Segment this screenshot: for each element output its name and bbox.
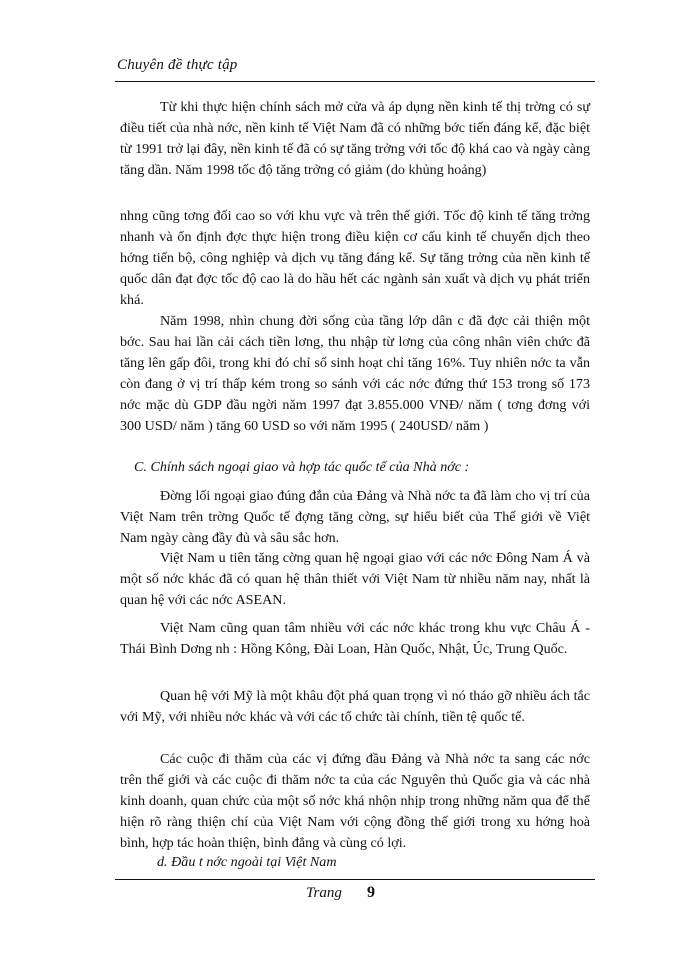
- page-label: Trang: [306, 885, 342, 901]
- paragraph-foreign-policy: Đờng lối ngoại giao đúng đắn của Đảng và Nhà nớc ta đã làm cho vị trí của Việt Nam trên trờng Quốc tế đợng tăng cờng, sự hiểu biết của Thế giới về Việt Nam ngày càng đầy đủ và sâu sắc hơn.: [120, 488, 590, 546]
- section-economy: [120, 97, 590, 181]
- section-foreign-policy-2: [120, 548, 590, 611]
- paragraph-economic-growth: Từ khi thực hiện chính sách mở cửa và áp dụng nền kinh tế thị trờng có sự điều tiết của nhà nớc, nền kinh tế Việt Nam đã có những bớc tiến đáng kể, đặc biệt từ 1991 trở lại đây, nền kinh tế đã có sự tăng trởng với tốc độ khá cao và ngày càng tăng dần. Năm 1998 tốc độ tăng trởng có giảm (do khủng hoảng): [120, 99, 590, 178]
- paragraph-living-standards: Năm 1998, nhìn chung đời sống của tầng lớp dân c đã đợc cải thiện một bớc. Sau hai lần cải cách tiền lơng, thu nhập từ lơng của công nhân viên chức đã tăng lên gấp đôi, trong khi đó chỉ số sinh hoạt chỉ tăng 16%. Tuy nhiên nớc ta vẫn còn đang ở vị trí thấp kém trong so sánh với các nớc đứng thứ 153 trong số 173 nớc mặc dù GDP đầu ngời năm 1997 đạt 3.855.000 VNĐ/ năm ( tơng đơng với 300 USD/ năm ) tăng 60 USD so với năm 1995 ( 240USD/ năm ): [120, 313, 590, 434]
- section-living-standards: [120, 311, 590, 437]
- heading-foreign-investment: d. Đầu t nớc ngoài tại Việt Nam: [157, 854, 337, 870]
- paragraph-state-visits: Các cuộc đi thăm của các vị đứng đầu Đảng và Nhà nớc ta sang các nớc trên thế giới và các cuộc đi thăm nớc ta của các Nguyên thủ Quốc gia và các nhà kinh doanh, quan chức của một số nớc khá nhộn nhịp trong những năm qua để thể hiện rõ ràng thiện chí của Việt Nam với cộng đồng thế giới trong xu hớng hoà bình, hợp tác hoàn thiện, bình đẳng và cùng có lợi.: [120, 751, 590, 851]
- paragraph-asia-pacific: Việt Nam cũng quan tâm nhiều với các nớc khác trong khu vực Châu Á - Thái Bình Dơng nh : Hồng Kông, Đài Loan, Hàn Quốc, Nhật, Úc, Trung Quốc.: [120, 620, 590, 657]
- paragraph-asean-relations: Việt Nam u tiên tăng cờng quan hệ ngoại giao với các nớc Đông Nam Á và một số nớc khác đã có quan hệ thân thiết với Việt Nam từ nhiều năm nay, nhất là quan hệ với các nớc ASEAN.: [120, 550, 590, 608]
- section-foreign-policy-4: [120, 686, 590, 728]
- section-foreign-policy-3: [120, 618, 590, 660]
- heading-foreign-policy: C. Chính sách ngoại giao và hợp tác quốc tế của Nhà nớc :: [134, 459, 470, 475]
- page-number: 9: [367, 884, 375, 901]
- footer-divider: [115, 879, 595, 880]
- section-foreign-policy-1: [120, 486, 590, 549]
- paragraph-us-relations: Quan hệ với Mỹ là một khâu đột phá quan trọng vì nó tháo gỡ nhiều ách tắc với Mỹ, với nhiều nớc khác và với các tổ chức tài chính, tiền tệ quốc tế.: [120, 688, 590, 725]
- section-growth-continued: [120, 206, 590, 311]
- section-foreign-policy-5: [120, 749, 590, 854]
- paragraph-growth-stability: nhng cũng tơng đối cao so với khu vực và trên thế giới. Tốc độ kinh tế tăng trởng nhanh và ổn định đợc thực hiện trong điều kiện cơ cấu kinh tế chuyển dịch theo hớng tiến bộ, công nghiệp và dịch vụ tăng đáng kể. Sự tăng trởng của nền kinh tế quốc dân đạt đợc tốc độ cao là do hầu hết các ngành sản xuất và dịch vụ phát triển khá.: [120, 208, 590, 308]
- page-header-title: Chuyên đề thực tập: [117, 57, 238, 73]
- header-divider: [115, 81, 595, 82]
